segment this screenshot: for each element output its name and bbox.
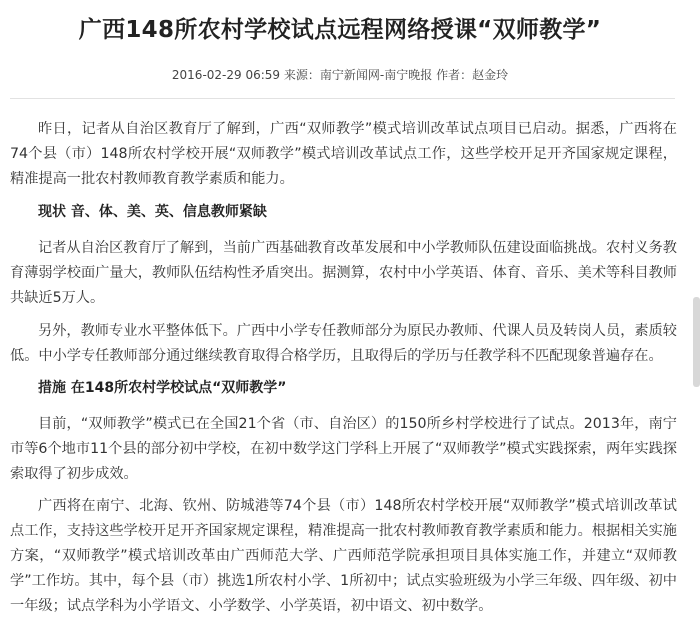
paragraph-measures-2: 广西将在南宁、北海、钦州、防城港等74个县（市）148所农村学校开展“双师教学”模式培训改革试点工作，支持这些学校开足开齐国家规定课程，精准提高一批农村教师教育教学素质和能力。根据相关实施方案，“双师教学”模式培训改革由广西师范大学、广西师范学院承担项目具体实施工作，并建立“双师教学”工作坊。其中，每个县（市）挑选1所农村小学、1所初中；试点实验班级为小学三年级、四年级、初中一年级；试点学科为小学语文、小学数学、小学英语，初中语文、初中数学。	[10, 498, 677, 614]
paragraph-intro: 昨日，记者从自治区教育厅了解到，广西“双师教学”模式培训改革试点项目已启动。据悉，广西将在74个县（市）148所农村学校开展“双师教学”模式培训改革试点工作，这些学校开足开齐国家规定课程，精准提高一批农村教师教育教学素质和能力。	[10, 121, 677, 187]
publish-date: 2016-02-29 06:59	[171, 68, 281, 82]
author-label: 作者：	[436, 68, 473, 82]
section-heading-status: 现状 音、体、美、英、信息教师紧缺	[38, 204, 267, 220]
author-name: 赵金玲	[472, 68, 509, 82]
source-name: 南宁新闻网-南宁晚报	[319, 68, 433, 82]
article-title: 广西148所农村学校试点远程网络授课“双师教学”	[78, 17, 602, 43]
title-divider	[10, 98, 675, 99]
article-meta	[0, 66, 680, 84]
paragraph-status-2: 另外，教师专业水平整体低下。广西中小学专任教师部分为原民办教师、代课人员及转岗人员，素质较低。中小学专任教师部分通过继续教育取得合格学历，且取得后的学历与任教学科不匹配现象普遍存在。	[10, 323, 677, 364]
source-label: 来源：	[283, 68, 320, 82]
scrollbar-thumb[interactable]	[693, 297, 700, 387]
scrollbar-track[interactable]	[692, 0, 700, 623]
paragraph-measures-1: 目前，“双师教学”模式已在全国21个省（市、自治区）的150所乡村学校进行了试点。2013年，南宁市等6个地市11个县的部分初中学校，在初中数学这门学科上开展了“双师教学”模式实践探索，两年实践探索取得了初步成效。	[10, 416, 677, 482]
paragraph-status-1: 记者从自治区教育厅了解到，当前广西基础教育改革发展和中小学教师队伍建设面临挑战。农村义务教育薄弱学校面广量大，教师队伍结构性矛盾突出。据测算，农村中小学英语、体育、音乐、美术等科目教师共缺近5万人。	[10, 240, 677, 306]
section-heading-measures: 措施 在148所农村学校试点“双师教学”	[38, 380, 287, 396]
